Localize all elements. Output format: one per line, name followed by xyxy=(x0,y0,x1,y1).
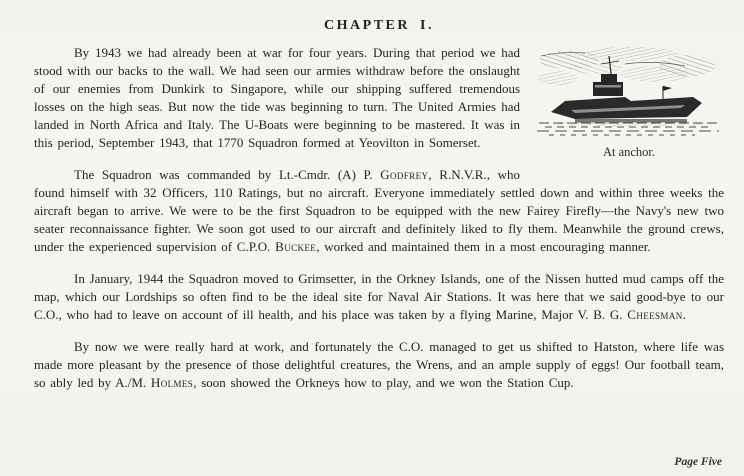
paragraph-text: By 1943 we had already been at war for four years. During that period we had stood with our backs to the wall. We had seen our armies withdraw before the onslaught of our enemies from Dunkirk to Singapore, while our shipping suffered tremendous losses on the high seas. But now the tide was beginning to turn. The United Armies had landed in North Africa and Italy. The U-Boats were beginning to be mastered. It was in this period, September 1943, that 1770 Squadron formed at Yeovilton in Somerset. xyxy=(34,45,520,150)
paragraph xyxy=(34,338,724,392)
aircraft-carrier-illustration xyxy=(534,44,722,140)
page-number: Page Five xyxy=(674,456,722,468)
paragraph-text: . xyxy=(682,307,686,322)
person-name: Buckee xyxy=(275,239,317,254)
paragraph xyxy=(34,270,724,324)
person-name: Holmes xyxy=(150,375,194,390)
paragraph-text: The Squadron was commanded by Lt.-Cmdr. (A) P. xyxy=(74,167,381,182)
figure-caption: At anchor. xyxy=(602,145,656,159)
paragraph-text: , worked and maintained them in a most encouraging manner. xyxy=(316,239,651,254)
paragraph-text: In January, 1944 the Squadron moved to Grimsetter, in the Orkney Islands, one of the Nissen hutted mud camps off the map, which our Lordships so often find to be the ideal site for Naval Air Stations. It was here that we said good-bye to our C.O., who had to leave on account of ill health, and his place was taken by a flying Marine, Major V. B. G. xyxy=(34,271,724,322)
figure-ship-at-anchor xyxy=(534,44,724,160)
paragraph xyxy=(34,166,724,256)
chapter-heading: CHAPTER I. xyxy=(324,18,434,33)
person-name: Godfrey xyxy=(380,167,429,182)
paragraph-text: , soon showed the Orkneys how to play, and we won the Station Cup. xyxy=(193,375,574,390)
paragraph-text: By now we were really hard at work, and fortunately the C.O. managed to get us shifted to Hatston, where life was made more pleasant by the presence of those delightful creatures, the Wrens, and an ample supply of eggs! Our football team, so ably led by A./M. xyxy=(34,339,724,390)
person-name: Cheesman xyxy=(627,307,683,322)
paragraph-text: , R.N.V.R., who found himself with 32 Officers, 110 Ratings, but no aircraft. Everyone immediately settled down and within three weeks the aircraft began to arrive. We were to be the first Squadron to be equipped with the new Fairey Firefly—the Navy's new two seater reconnaissance fighter. We soon got used to our aircraft and definitely liked to fly them. Meanwhile the ground crews, under the experienced supervision of C.P.O. xyxy=(34,167,724,254)
